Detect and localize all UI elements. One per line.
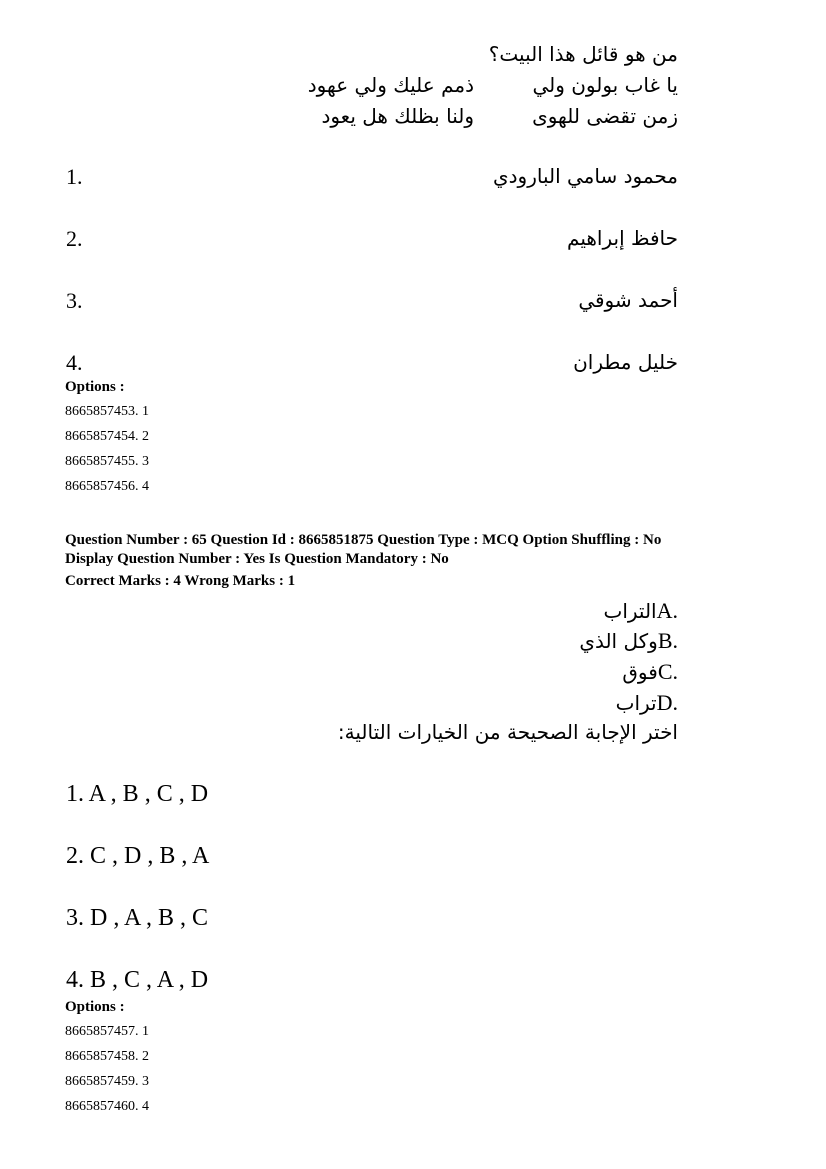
q64-verse2-left: ولنا بظلك هل يعود: [321, 104, 474, 128]
q65-item-b: [579, 628, 678, 654]
q65-item-a: [604, 598, 679, 624]
q64-option-4: 8665857456. 4: [65, 479, 149, 494]
q64-choice-2-text: حافظ إبراهيم: [567, 226, 678, 250]
q64-choice-3-text: أحمد شوقي: [578, 288, 678, 312]
q65-item-d-text: تراب: [615, 691, 657, 715]
q65-choice-2: 2. C , D , B , A: [66, 843, 210, 869]
q65-meta-line-3: Correct Marks : 4 Wrong Marks : 1: [65, 573, 296, 589]
q65-item-d-letter: D.: [656, 690, 678, 715]
q64-options-label: Options :: [65, 379, 125, 395]
q64-option-2: 8665857454. 2: [65, 429, 149, 444]
q64-question-text: من هو قائل هذا البيت؟: [488, 42, 678, 66]
q65-item-a-letter: A.: [656, 598, 678, 623]
q65-meta-line-2: Display Question Number : Yes Is Question Mandatory : No: [65, 551, 449, 567]
q64-choice-4-text: خليل مطران: [573, 350, 678, 374]
q64-verse2-right: زمن تقضى للهوى: [532, 104, 678, 128]
q65-option-1: 8665857457. 1: [65, 1024, 149, 1039]
q64-verse1-right: يا غاب بولون ولي: [532, 73, 678, 97]
q64-choice-1-text: محمود سامي البارودي: [492, 164, 678, 188]
q64-option-3: 8665857455. 3: [65, 454, 149, 469]
q65-instruction: اختر الإجابة الصحيحة من الخيارات التالية:: [337, 720, 678, 744]
q64-verse1-left: ذمم عليك ولي عهود: [307, 73, 474, 97]
q65-option-2: 8665857458. 2: [65, 1049, 149, 1064]
q65-options-label: Options :: [65, 999, 125, 1015]
q64-choice-1-number: 1.: [66, 164, 83, 189]
q65-option-4: 8665857460. 4: [65, 1099, 149, 1114]
q65-choice-1: 1. A , B , C , D: [66, 781, 209, 807]
q65-item-c: [622, 659, 678, 685]
q64-choice-2-number: 2.: [66, 226, 83, 251]
q64-option-1: 8665857453. 1: [65, 404, 149, 419]
q65-item-c-letter: C.: [657, 659, 678, 684]
q65-item-b-letter: B.: [657, 628, 678, 653]
q64-choice-3-number: 3.: [66, 288, 83, 313]
q65-choice-4: 4. B , C , A , D: [66, 967, 209, 993]
q64-choice-4-number: 4.: [66, 350, 83, 375]
q65-item-d: [616, 690, 678, 716]
q65-choice-3: 3. D , A , B , C: [66, 905, 209, 931]
q65-meta-line-1: Question Number : 65 Question Id : 8665851875 Question Type : MCQ Option Shuffling : No: [65, 532, 662, 548]
q65-option-3: 8665857459. 3: [65, 1074, 149, 1089]
q65-item-b-text: وكل الذي: [579, 629, 658, 653]
q65-item-c-text: فوق: [622, 660, 658, 684]
q65-item-a-text: التراب: [603, 599, 657, 623]
